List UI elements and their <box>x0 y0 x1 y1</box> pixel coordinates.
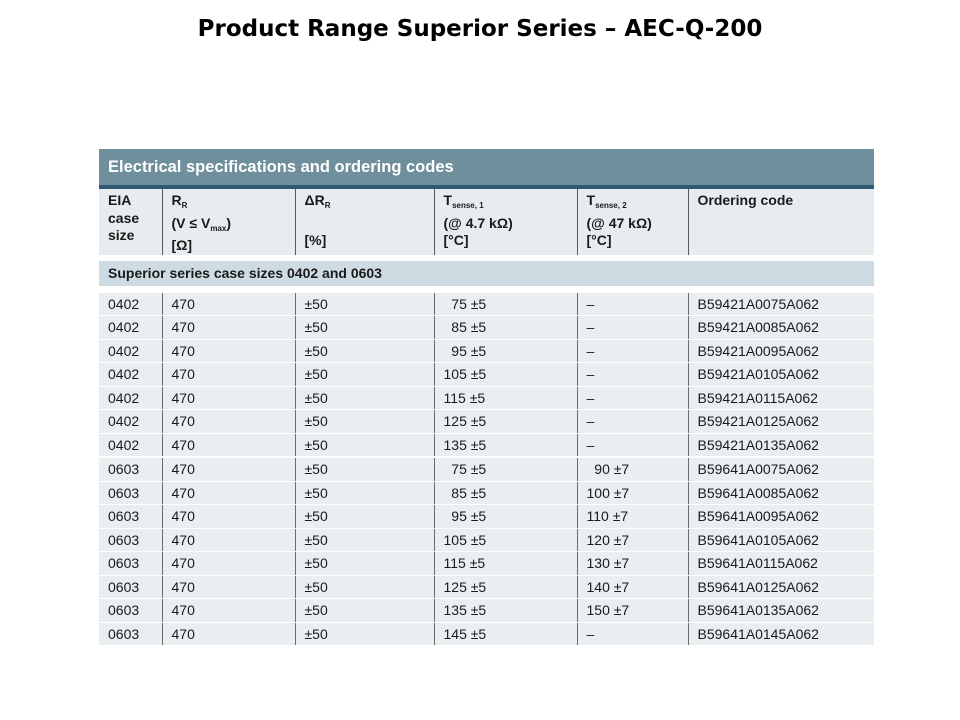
cell-resistance: 470 <box>162 433 295 457</box>
cell-eia: 0603 <box>99 552 162 576</box>
cell-resistance: 470 <box>162 528 295 552</box>
cell-tolerance: ±50 <box>295 528 434 552</box>
cell-t-sense-2: – <box>577 622 688 646</box>
cell-t-sense-1: 95 ±5 <box>434 505 577 529</box>
cell-t-sense-1: 135 ±5 <box>434 433 577 457</box>
cell-eia: 0603 <box>99 505 162 529</box>
cell-resistance: 470 <box>162 316 295 340</box>
cell-resistance: 470 <box>162 599 295 623</box>
cell-ordering-code: B59421A0075A062 <box>688 293 874 316</box>
cell-t-sense-1: 85 ±5 <box>434 481 577 505</box>
cell-tolerance: ±50 <box>295 457 434 481</box>
cell-t-sense-2: 140 ±7 <box>577 575 688 599</box>
table-row <box>99 457 874 481</box>
header-row <box>99 187 874 255</box>
cell-t-sense-1: 75 ±5 <box>434 293 577 316</box>
table-banner-row <box>99 149 874 187</box>
cell-eia: 0402 <box>99 293 162 316</box>
cell-ordering-code: B59641A0145A062 <box>688 622 874 646</box>
cell-ordering-code: B59641A0125A062 <box>688 575 874 599</box>
cell-resistance: 470 <box>162 622 295 646</box>
cell-t-sense-1: 135 ±5 <box>434 599 577 623</box>
table-row <box>99 599 874 623</box>
slide-title: Product Range Superior Series – AEC-Q-200 <box>197 16 763 42</box>
table-row <box>99 552 874 576</box>
cell-resistance: 470 <box>162 575 295 599</box>
table-row <box>99 386 874 410</box>
cell-t-sense-1: 95 ±5 <box>434 339 577 363</box>
table-row <box>99 339 874 363</box>
cell-tolerance: ±50 <box>295 575 434 599</box>
cell-t-sense-1: 85 ±5 <box>434 316 577 340</box>
table-row <box>99 410 874 434</box>
cell-t-sense-2: – <box>577 363 688 387</box>
cell-ordering-code: B59641A0135A062 <box>688 599 874 623</box>
cell-eia: 0603 <box>99 528 162 552</box>
cell-tolerance: ±50 <box>295 552 434 576</box>
header-eia-case-size: EIA case size <box>99 187 162 255</box>
cell-tolerance: ±50 <box>295 363 434 387</box>
cell-resistance: 470 <box>162 293 295 316</box>
table-row <box>99 433 874 457</box>
cell-ordering-code: B59421A0135A062 <box>688 433 874 457</box>
cell-resistance: 470 <box>162 552 295 576</box>
cell-t-sense-2: 120 ±7 <box>577 528 688 552</box>
cell-resistance: 470 <box>162 386 295 410</box>
header-t-sense-1: $T_{sense, 1}$ (@ 4.7 kΩ) [°C] <box>434 187 577 255</box>
table-row <box>99 505 874 529</box>
cell-tolerance: ±50 <box>295 386 434 410</box>
cell-t-sense-2: 90 ±7 <box>577 457 688 481</box>
cell-tolerance: ±50 <box>295 316 434 340</box>
cell-eia: 0402 <box>99 386 162 410</box>
cell-t-sense-1: 125 ±5 <box>434 410 577 434</box>
cell-eia: 0603 <box>99 575 162 599</box>
cell-t-sense-2: – <box>577 433 688 457</box>
cell-eia: 0402 <box>99 363 162 387</box>
cell-ordering-code: B59641A0115A062 <box>688 552 874 576</box>
cell-eia: 0603 <box>99 599 162 623</box>
cell-eia: 0603 <box>99 457 162 481</box>
cell-eia: 0402 <box>99 339 162 363</box>
group-label: Superior series case sizes 0402 and 0603 <box>99 261 874 286</box>
cell-ordering-code: B59421A0115A062 <box>688 386 874 410</box>
header-ordering-code: Ordering code <box>688 187 874 255</box>
cell-ordering-code: B59421A0095A062 <box>688 339 874 363</box>
cell-ordering-code: B59641A0095A062 <box>688 505 874 529</box>
cell-t-sense-2: – <box>577 316 688 340</box>
cell-t-sense-2: 100 ±7 <box>577 481 688 505</box>
cell-t-sense-1: 125 ±5 <box>434 575 577 599</box>
cell-t-sense-1: 105 ±5 <box>434 528 577 552</box>
header-t-sense-2: $T_{sense, 2}$ (@ 47 kΩ) [°C] <box>577 187 688 255</box>
cell-eia: 0402 <box>99 433 162 457</box>
group-row <box>99 261 874 286</box>
table-row <box>99 622 874 646</box>
cell-t-sense-1: 145 ±5 <box>434 622 577 646</box>
cell-resistance: 470 <box>162 363 295 387</box>
cell-t-sense-2: – <box>577 386 688 410</box>
cell-ordering-code: B59641A0105A062 <box>688 528 874 552</box>
cell-eia: 0603 <box>99 481 162 505</box>
cell-ordering-code: B59421A0105A062 <box>688 363 874 387</box>
table-row <box>99 575 874 599</box>
cell-ordering-code: B59421A0085A062 <box>688 316 874 340</box>
header-resistance: $R_R$ $(V \le V_{max})$ [Ω] <box>162 187 295 255</box>
table-banner: Electrical specifications and ordering codes <box>99 149 874 187</box>
cell-tolerance: ±50 <box>295 339 434 363</box>
cell-t-sense-2: 110 ±7 <box>577 505 688 529</box>
table-row <box>99 481 874 505</box>
cell-tolerance: ±50 <box>295 433 434 457</box>
cell-resistance: 470 <box>162 457 295 481</box>
cell-eia: 0402 <box>99 410 162 434</box>
cell-ordering-code: B59641A0075A062 <box>688 457 874 481</box>
cell-t-sense-2: 150 ±7 <box>577 599 688 623</box>
cell-t-sense-1: 75 ±5 <box>434 457 577 481</box>
table-row <box>99 316 874 340</box>
cell-t-sense-1: 115 ±5 <box>434 386 577 410</box>
cell-t-sense-1: 115 ±5 <box>434 552 577 576</box>
cell-tolerance: ±50 <box>295 293 434 316</box>
table-row <box>99 528 874 552</box>
cell-eia: 0603 <box>99 622 162 646</box>
cell-t-sense-2: 130 ±7 <box>577 552 688 576</box>
cell-tolerance: ±50 <box>295 622 434 646</box>
cell-resistance: 470 <box>162 481 295 505</box>
cell-tolerance: ±50 <box>295 410 434 434</box>
cell-t-sense-2: – <box>577 410 688 434</box>
cell-resistance: 470 <box>162 339 295 363</box>
cell-t-sense-2: – <box>577 339 688 363</box>
cell-ordering-code: B59641A0085A062 <box>688 481 874 505</box>
cell-eia: 0402 <box>99 316 162 340</box>
cell-t-sense-1: 105 ±5 <box>434 363 577 387</box>
cell-resistance: 470 <box>162 505 295 529</box>
cell-tolerance: ±50 <box>295 481 434 505</box>
cell-resistance: 470 <box>162 410 295 434</box>
table-row <box>99 363 874 387</box>
table-row <box>99 293 874 316</box>
cell-tolerance: ±50 <box>295 505 434 529</box>
cell-tolerance: ±50 <box>295 599 434 623</box>
spec-table <box>99 149 874 646</box>
cell-ordering-code: B59421A0125A062 <box>688 410 874 434</box>
cell-t-sense-2: – <box>577 293 688 316</box>
header-tolerance: $\Delta R_R$ [%] <box>295 187 434 255</box>
